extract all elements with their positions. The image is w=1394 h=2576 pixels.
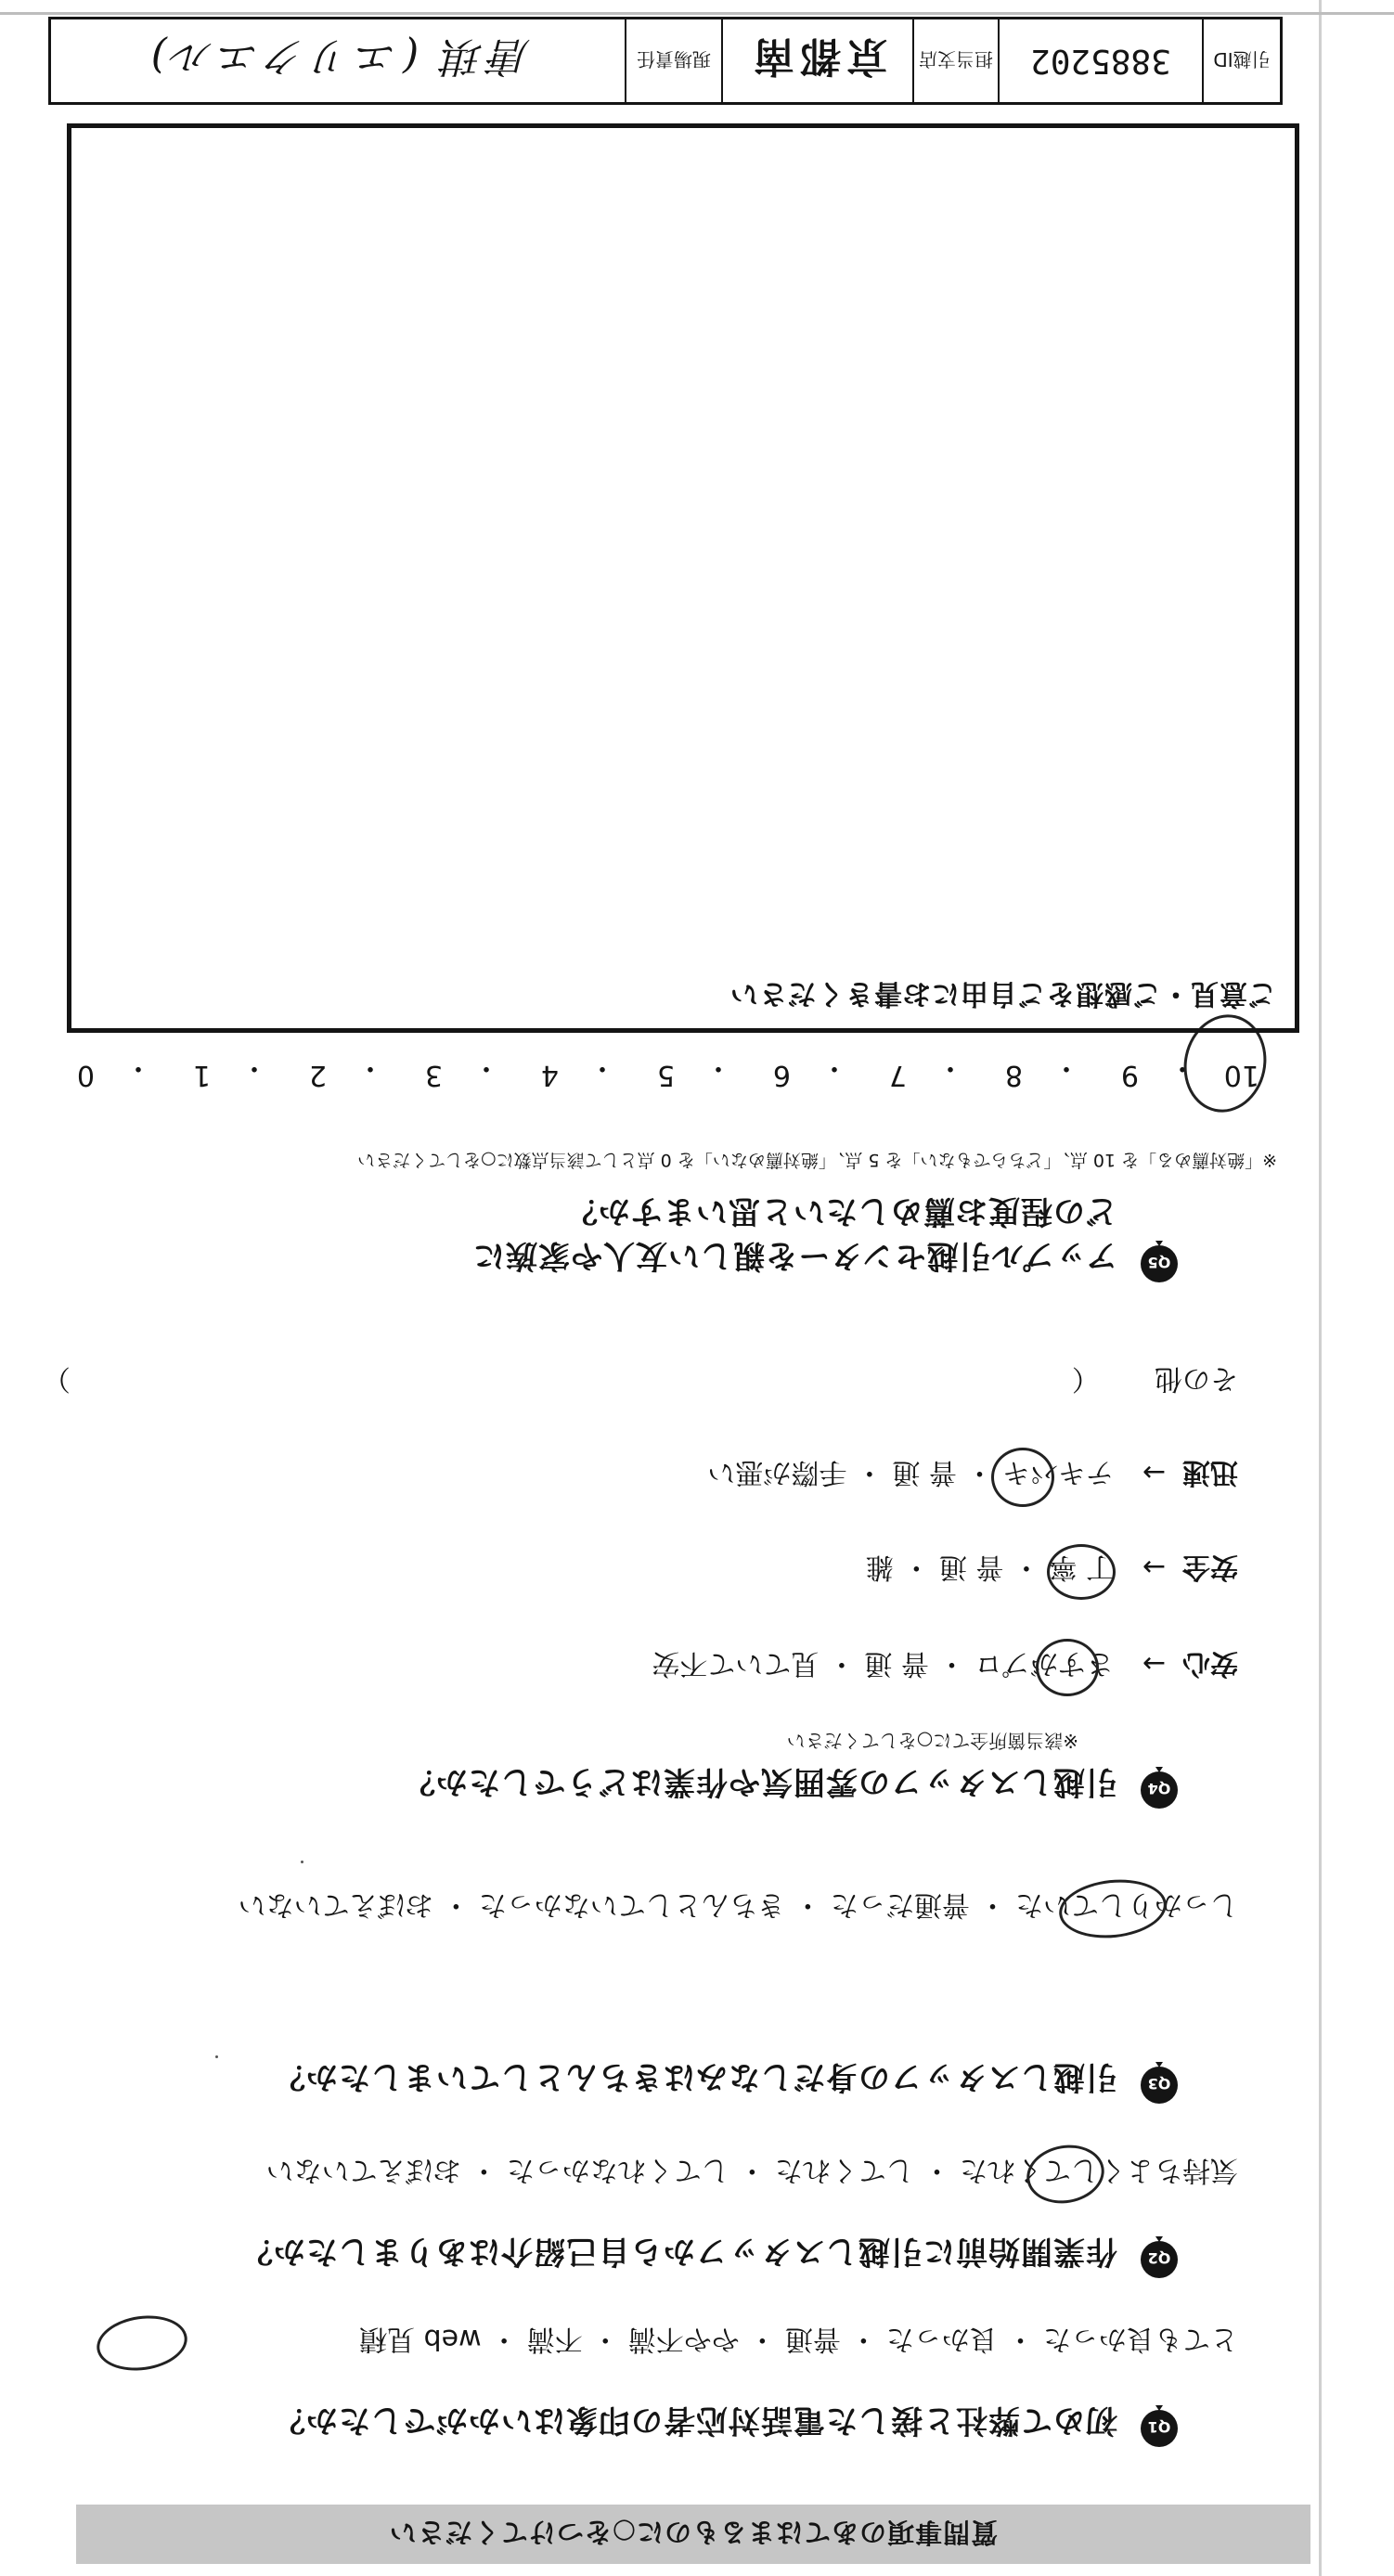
answer-circle bbox=[93, 2310, 190, 2376]
scale-option-8[interactable]: 8 bbox=[1004, 1059, 1023, 1091]
scale-separator: ・ bbox=[1052, 1051, 1080, 1084]
answer-circle bbox=[1022, 2139, 1108, 2209]
question-5-note: ※「絶対薦める」を 10 点、「どちらでもない」を 5 点、「絶対薦めない」を 0 点として該当点数に○をしてください bbox=[357, 1150, 1277, 1170]
scale-option-9[interactable]: 9 bbox=[1120, 1059, 1139, 1091]
survey-header-text: 質問事項のあてはまるものに○をつけてください bbox=[388, 2517, 999, 2549]
scale-option-2[interactable]: 2 bbox=[308, 1059, 327, 1091]
recommend-scale[interactable] bbox=[76, 1045, 1259, 1091]
scale-separator: ・ bbox=[124, 1051, 152, 1084]
scale-separator: ・ bbox=[240, 1051, 268, 1084]
q-badge-icon bbox=[1138, 1241, 1181, 1283]
question-1 bbox=[20, 2392, 1181, 2448]
svg-text:Q5: Q5 bbox=[1147, 1254, 1171, 1271]
svg-text:Q4: Q4 bbox=[1147, 1780, 1171, 1797]
scale-separator: ・ bbox=[1168, 1051, 1196, 1084]
q-badge-icon bbox=[1138, 2236, 1181, 2279]
comment-title: ご意見・ご感想をご自由にお書きください bbox=[729, 977, 1276, 1010]
q-badge-icon bbox=[1138, 2405, 1181, 2448]
question-1-text: 初めて弊社と接した電話対応者の印象はいかがでしたか？ bbox=[273, 2402, 1117, 2439]
question-3-text: 引越しスタッフの身だしなみはきちんとしていましたか？ bbox=[273, 2058, 1117, 2095]
question-2-options[interactable]: 気持ちよくしてくれた ・ してくれた ・ してくれなかった ・ おぼえていない bbox=[265, 2154, 1238, 2186]
comment-box[interactable] bbox=[67, 123, 1299, 1033]
question-1-options[interactable]: とても良かった ・ 良かった ・ 普通 ・ やや不満 ・ 不満 ・ web 見積 bbox=[359, 2323, 1238, 2355]
scale-option-4[interactable]: 4 bbox=[540, 1059, 559, 1091]
answer-circle bbox=[991, 1448, 1054, 1507]
scale-option-5[interactable]: 5 bbox=[656, 1059, 675, 1091]
scale-separator: ・ bbox=[588, 1051, 616, 1084]
answer-circle bbox=[1036, 1639, 1099, 1696]
q-badge-icon bbox=[1138, 1767, 1181, 1810]
comment-handwriting bbox=[86, 143, 1280, 963]
question-3 bbox=[20, 2049, 1181, 2105]
scale-separator: ・ bbox=[356, 1051, 384, 1084]
leader-value-cell: 唐琪 (エリクエル) bbox=[145, 32, 531, 81]
branch-value-cell: 京都南 bbox=[721, 19, 912, 102]
move-id-value-cell: 3885202 bbox=[998, 19, 1202, 102]
scan-speck bbox=[215, 2055, 218, 2058]
question-5-text-line2: どの程度お薦めしたいと思いますか？ bbox=[565, 1192, 1117, 1230]
leader-label-cell: 現場責任 bbox=[625, 19, 721, 102]
info-table bbox=[48, 17, 1283, 105]
svg-text:Q1: Q1 bbox=[1147, 2418, 1171, 2436]
question-3-options[interactable]: しっかりしていた ・ 普通だった ・ きちんとしていなかった ・ おぼえていない bbox=[238, 1888, 1238, 1921]
scale-separator: ・ bbox=[820, 1051, 848, 1084]
answer-circle bbox=[1056, 1874, 1169, 1943]
q-badge-icon bbox=[1138, 2062, 1181, 2105]
move-id-label-cell: 引越ID bbox=[1202, 19, 1280, 102]
scan-bottom-line bbox=[0, 12, 1394, 15]
scale-option-1[interactable]: 1 bbox=[192, 1059, 211, 1091]
question-4-row-anshin[interactable]: 安心→さすがプロ ・ 普 通 ・ 見ていて不安 bbox=[652, 1647, 1238, 1680]
question-4-other[interactable]: その他 （ ） bbox=[42, 1362, 1238, 1395]
question-4 bbox=[20, 1726, 1181, 1810]
branch-label-cell: 担当支店 bbox=[912, 19, 998, 102]
scan-speck bbox=[301, 1861, 303, 1863]
survey-header bbox=[76, 2505, 1310, 2564]
question-5-text-line1: アップル引越センターを親しい友人や家族に bbox=[472, 1237, 1117, 1274]
scale-separator: ・ bbox=[704, 1051, 732, 1084]
question-4-row-anzen[interactable]: 安全→丁 寧 ・ 普 通 ・ 雑 bbox=[865, 1551, 1238, 1583]
scale-separator: ・ bbox=[936, 1051, 964, 1084]
scale-option-10[interactable]: 10 bbox=[1223, 1059, 1259, 1091]
question-4-text: 引越しスタッフの雰囲気や作業はどうでしたか？ bbox=[403, 1763, 1117, 1800]
scale-option-0[interactable]: 0 bbox=[76, 1059, 95, 1091]
question-4-row-jinsoku[interactable]: 迅速→テキパキ ・ 普 通 ・ 手際が悪い bbox=[707, 1456, 1238, 1488]
question-5 bbox=[20, 1150, 1277, 1283]
scan-edge-line bbox=[1319, 0, 1322, 2576]
scale-option-7[interactable]: 7 bbox=[888, 1059, 907, 1091]
svg-text:Q3: Q3 bbox=[1147, 2075, 1171, 2093]
question-2-text: 作業開始前に引越しスタッフから自己紹介はありましたか？ bbox=[240, 2233, 1117, 2270]
question-4-note: ※該当箇所全てに○をしてください bbox=[786, 1730, 1078, 1752]
scale-separator: ・ bbox=[472, 1051, 500, 1084]
scale-option-6[interactable]: 6 bbox=[772, 1059, 791, 1091]
scale-option-3[interactable]: 3 bbox=[424, 1059, 443, 1091]
svg-text:Q2: Q2 bbox=[1147, 2249, 1171, 2267]
answer-circle bbox=[1047, 1544, 1116, 1600]
question-2 bbox=[20, 2223, 1181, 2279]
